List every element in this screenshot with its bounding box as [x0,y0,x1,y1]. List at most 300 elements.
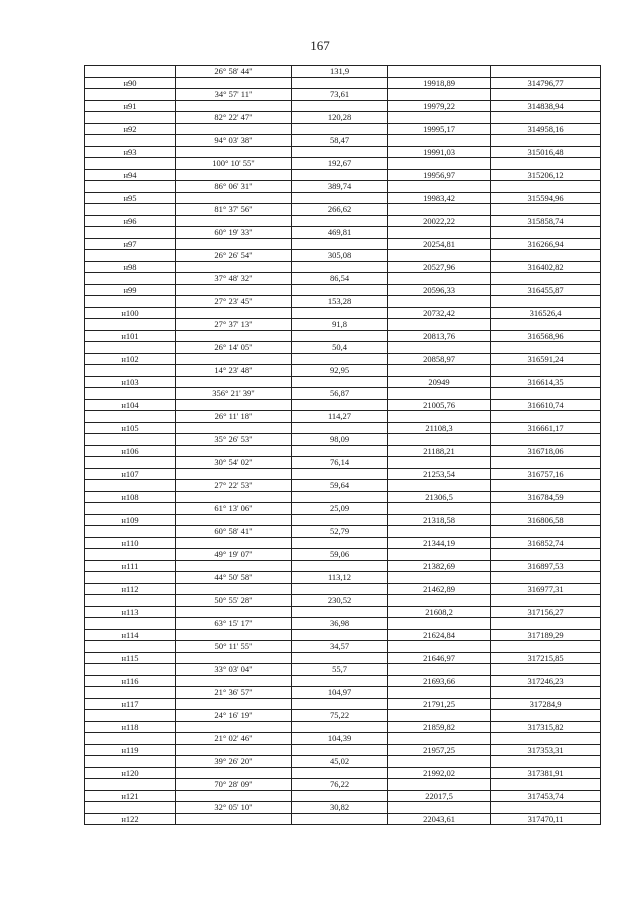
empty-cell [176,468,292,480]
empty-cell [85,595,176,607]
empty-cell [85,687,176,699]
x-coordinate-cell: 22043,61 [388,813,491,825]
point-name-cell: н115 [85,652,176,664]
empty-cell [388,733,491,745]
segment-length-cell: 104,39 [292,733,388,745]
point-row [85,560,601,572]
segment-length-cell: 59,64 [292,480,388,492]
empty-cell [292,353,388,365]
empty-cell [292,376,388,388]
direction-angle-cell: 35° 26' 53" [176,434,292,446]
empty-cell [388,664,491,676]
point-row [85,606,601,618]
empty-cell [85,572,176,584]
point-name-cell: н109 [85,514,176,526]
empty-cell [491,296,601,308]
y-coordinate-cell: 316568,96 [491,330,601,342]
empty-cell [491,66,601,78]
direction-angle-cell: 81° 37' 56" [176,204,292,216]
segment-length-cell: 98,09 [292,434,388,446]
segment-row [85,342,601,354]
empty-cell [176,192,292,204]
point-row [85,422,601,434]
point-row [85,767,601,779]
point-row [85,491,601,503]
segment-length-cell: 30,82 [292,802,388,814]
empty-cell [388,526,491,538]
segment-length-cell: 76,14 [292,457,388,469]
empty-cell [176,215,292,227]
y-coordinate-cell: 316718,06 [491,445,601,457]
point-row [85,307,601,319]
empty-cell [292,629,388,641]
x-coordinate-cell: 21791,25 [388,698,491,710]
segment-row [85,572,601,584]
empty-cell [176,767,292,779]
point-name-cell: н95 [85,192,176,204]
segment-length-cell: 52,79 [292,526,388,538]
direction-angle-cell: 39° 26' 20" [176,756,292,768]
empty-cell [292,537,388,549]
y-coordinate-cell: 315594,96 [491,192,601,204]
empty-cell [176,399,292,411]
segment-length-cell: 34,57 [292,641,388,653]
y-coordinate-cell: 316614,35 [491,376,601,388]
segment-length-cell: 56,87 [292,388,388,400]
segment-row [85,710,601,722]
empty-cell [176,606,292,618]
empty-cell [491,687,601,699]
direction-angle-cell: 26° 14' 05" [176,342,292,354]
direction-angle-cell: 50° 55' 28" [176,595,292,607]
segment-length-cell: 73,61 [292,89,388,101]
empty-cell [292,307,388,319]
y-coordinate-cell: 317215,85 [491,652,601,664]
segment-length-cell: 266,62 [292,204,388,216]
empty-cell [85,388,176,400]
direction-angle-cell: 26° 58' 44" [176,66,292,78]
empty-cell [388,388,491,400]
page-number: 167 [310,38,330,53]
empty-cell [491,618,601,630]
point-name-cell: н102 [85,353,176,365]
point-name-cell: н107 [85,468,176,480]
segment-row [85,618,601,630]
empty-cell [176,583,292,595]
segment-length-cell: 50,4 [292,342,388,354]
direction-angle-cell: 27° 23' 45" [176,296,292,308]
empty-cell [292,652,388,664]
empty-cell [85,549,176,561]
segment-row [85,112,601,124]
empty-cell [491,779,601,791]
empty-cell [292,238,388,250]
empty-cell [491,480,601,492]
point-name-cell: н100 [85,307,176,319]
point-row [85,744,601,756]
segment-row [85,687,601,699]
empty-cell [85,503,176,515]
empty-cell [176,77,292,89]
segment-length-cell: 104,97 [292,687,388,699]
empty-cell [85,411,176,423]
direction-angle-cell: 33° 03' 04" [176,664,292,676]
x-coordinate-cell: 21992,02 [388,767,491,779]
segment-length-cell: 113,12 [292,572,388,584]
empty-cell [85,618,176,630]
empty-cell [176,813,292,825]
empty-cell [388,342,491,354]
point-row [85,77,601,89]
point-row [85,721,601,733]
empty-cell [292,399,388,411]
empty-cell [388,434,491,446]
x-coordinate-cell: 21859,82 [388,721,491,733]
x-coordinate-cell: 21188,21 [388,445,491,457]
direction-angle-cell: 60° 19' 33" [176,227,292,239]
y-coordinate-cell: 317156,27 [491,606,601,618]
empty-cell [388,710,491,722]
y-coordinate-cell: 314958,16 [491,123,601,135]
x-coordinate-cell: 21306,5 [388,491,491,503]
empty-cell [491,250,601,262]
segment-row [85,89,601,101]
segment-row [85,480,601,492]
segment-row [85,135,601,147]
x-coordinate-cell: 21608,2 [388,606,491,618]
segment-row [85,595,601,607]
direction-angle-cell: 21° 02' 46" [176,733,292,745]
segment-row [85,273,601,285]
empty-cell [85,204,176,216]
empty-cell [85,319,176,331]
segment-row [85,526,601,538]
segment-row [85,66,601,78]
x-coordinate-cell: 20254,81 [388,238,491,250]
empty-cell [388,319,491,331]
y-coordinate-cell: 316784,59 [491,491,601,503]
point-name-cell: н92 [85,123,176,135]
point-row [85,123,601,135]
direction-angle-cell: 30° 54' 02" [176,457,292,469]
empty-cell [292,146,388,158]
point-name-cell: н122 [85,813,176,825]
empty-cell [491,710,601,722]
empty-cell [85,112,176,124]
empty-cell [176,330,292,342]
empty-cell [176,238,292,250]
y-coordinate-cell: 317246,23 [491,675,601,687]
empty-cell [491,342,601,354]
direction-angle-cell: 100° 10' 55" [176,158,292,170]
direction-angle-cell: 63° 15' 17" [176,618,292,630]
empty-cell [491,664,601,676]
x-coordinate-cell: 21462,89 [388,583,491,595]
empty-cell [292,192,388,204]
y-coordinate-cell: 316266,94 [491,238,601,250]
point-name-cell: н111 [85,560,176,572]
point-name-cell: н103 [85,376,176,388]
point-name-cell: н94 [85,169,176,181]
point-row [85,376,601,388]
empty-cell [388,250,491,262]
point-row [85,169,601,181]
point-name-cell: н106 [85,445,176,457]
point-row [85,698,601,710]
y-coordinate-cell: 317284,9 [491,698,601,710]
empty-cell [388,779,491,791]
empty-cell [292,767,388,779]
segment-row [85,204,601,216]
empty-cell [292,330,388,342]
segment-row [85,802,601,814]
empty-cell [388,365,491,377]
x-coordinate-cell: 20813,76 [388,330,491,342]
point-name-cell: н99 [85,284,176,296]
empty-cell [292,721,388,733]
point-name-cell: н105 [85,422,176,434]
direction-angle-cell: 26° 11' 18" [176,411,292,423]
x-coordinate-cell: 19918,89 [388,77,491,89]
point-row [85,675,601,687]
segment-row [85,296,601,308]
empty-cell [491,181,601,193]
y-coordinate-cell: 316757,16 [491,468,601,480]
empty-cell [292,261,388,273]
empty-cell [388,618,491,630]
empty-cell [176,721,292,733]
empty-cell [292,445,388,457]
empty-cell [491,572,601,584]
x-coordinate-cell: 19995,17 [388,123,491,135]
empty-cell [388,204,491,216]
direction-angle-cell: 94° 03' 38" [176,135,292,147]
y-coordinate-cell: 317189,29 [491,629,601,641]
empty-cell [292,813,388,825]
empty-cell [388,181,491,193]
point-row [85,445,601,457]
empty-cell [85,365,176,377]
point-row [85,238,601,250]
empty-cell [176,123,292,135]
empty-cell [491,135,601,147]
x-coordinate-cell: 20022,22 [388,215,491,227]
empty-cell [491,411,601,423]
empty-cell [85,779,176,791]
x-coordinate-cell: 22017,5 [388,790,491,802]
empty-cell [491,756,601,768]
empty-cell [292,100,388,112]
empty-cell [85,802,176,814]
point-row [85,353,601,365]
x-coordinate-cell: 20949 [388,376,491,388]
y-coordinate-cell: 314838,94 [491,100,601,112]
empty-cell [292,790,388,802]
segment-row [85,641,601,653]
empty-cell [85,457,176,469]
empty-cell [292,468,388,480]
empty-cell [176,698,292,710]
empty-cell [491,802,601,814]
segment-length-cell: 86,54 [292,273,388,285]
segment-row [85,158,601,170]
segment-row [85,756,601,768]
segment-length-cell: 55,7 [292,664,388,676]
empty-cell [176,146,292,158]
segment-length-cell: 92,95 [292,365,388,377]
direction-angle-cell: 70° 28' 09" [176,779,292,791]
direction-angle-cell: 60° 58' 41" [176,526,292,538]
point-name-cell: н112 [85,583,176,595]
point-name-cell: н121 [85,790,176,802]
empty-cell [292,698,388,710]
empty-cell [491,503,601,515]
empty-cell [388,687,491,699]
y-coordinate-cell: 315858,74 [491,215,601,227]
point-name-cell: н91 [85,100,176,112]
y-coordinate-cell: 316591,24 [491,353,601,365]
x-coordinate-cell: 21253,54 [388,468,491,480]
point-name-cell: н119 [85,744,176,756]
y-coordinate-cell: 315016,48 [491,146,601,158]
empty-cell [388,572,491,584]
segment-length-cell: 25,09 [292,503,388,515]
empty-cell [388,135,491,147]
empty-cell [292,215,388,227]
point-row [85,146,601,158]
segment-row [85,250,601,262]
segment-length-cell: 153,28 [292,296,388,308]
empty-cell [176,537,292,549]
direction-angle-cell: 32° 05' 10" [176,802,292,814]
y-coordinate-cell: 317453,74 [491,790,601,802]
empty-cell [85,526,176,538]
point-name-cell: н104 [85,399,176,411]
empty-cell [491,89,601,101]
empty-cell [85,66,176,78]
point-row [85,284,601,296]
empty-cell [85,250,176,262]
empty-cell [388,457,491,469]
point-name-cell: н90 [85,77,176,89]
empty-cell [176,629,292,641]
point-row [85,652,601,664]
empty-cell [292,744,388,756]
segment-length-cell: 59,06 [292,549,388,561]
empty-cell [388,595,491,607]
point-row [85,468,601,480]
segment-row [85,411,601,423]
empty-cell [388,158,491,170]
y-coordinate-cell: 317353,31 [491,744,601,756]
point-row [85,583,601,595]
empty-cell [85,296,176,308]
x-coordinate-cell: 21646,97 [388,652,491,664]
y-coordinate-cell: 316610,74 [491,399,601,411]
empty-cell [176,744,292,756]
segment-length-cell: 45,02 [292,756,388,768]
empty-cell [176,353,292,365]
direction-angle-cell: 27° 22' 53" [176,480,292,492]
direction-angle-cell: 50° 11' 55" [176,641,292,653]
point-row [85,514,601,526]
empty-cell [292,491,388,503]
segment-length-cell: 305,08 [292,250,388,262]
empty-cell [85,273,176,285]
point-name-cell: н116 [85,675,176,687]
empty-cell [85,181,176,193]
segment-length-cell: 469,81 [292,227,388,239]
direction-angle-cell: 26° 26' 54" [176,250,292,262]
direction-angle-cell: 61° 13' 06" [176,503,292,515]
y-coordinate-cell: 317470,11 [491,813,601,825]
segment-length-cell: 389,74 [292,181,388,193]
segment-length-cell: 75,22 [292,710,388,722]
segment-row [85,388,601,400]
empty-cell [491,641,601,653]
direction-angle-cell: 27° 37' 13" [176,319,292,331]
y-coordinate-cell: 316806,58 [491,514,601,526]
x-coordinate-cell: 21344,19 [388,537,491,549]
x-coordinate-cell: 19983,42 [388,192,491,204]
segment-length-cell: 192,67 [292,158,388,170]
point-name-cell: н110 [85,537,176,549]
empty-cell [292,606,388,618]
empty-cell [176,675,292,687]
point-row [85,192,601,204]
empty-cell [176,514,292,526]
segment-row [85,319,601,331]
point-row [85,100,601,112]
segment-length-cell: 131,9 [292,66,388,78]
direction-angle-cell: 86° 06' 31" [176,181,292,193]
x-coordinate-cell: 21693,66 [388,675,491,687]
empty-cell [388,411,491,423]
y-coordinate-cell: 316455,87 [491,284,601,296]
segment-row [85,503,601,515]
direction-angle-cell: 37° 48' 32" [176,273,292,285]
y-coordinate-cell: 316897,53 [491,560,601,572]
empty-cell [292,77,388,89]
point-name-cell: н117 [85,698,176,710]
y-coordinate-cell: 314796,77 [491,77,601,89]
empty-cell [491,434,601,446]
empty-cell [176,652,292,664]
x-coordinate-cell: 21624,84 [388,629,491,641]
empty-cell [85,227,176,239]
empty-cell [388,112,491,124]
empty-cell [176,376,292,388]
x-coordinate-cell: 19991,03 [388,146,491,158]
y-coordinate-cell: 316402,82 [491,261,601,273]
segment-length-cell: 230,52 [292,595,388,607]
direction-angle-cell: 44° 50' 58" [176,572,292,584]
point-name-cell: н93 [85,146,176,158]
point-name-cell: н120 [85,767,176,779]
empty-cell [176,307,292,319]
empty-cell [292,514,388,526]
empty-cell [491,733,601,745]
segment-row [85,365,601,377]
empty-cell [491,158,601,170]
coordinates-table [84,65,601,825]
point-name-cell: н101 [85,330,176,342]
empty-cell [292,284,388,296]
empty-cell [292,169,388,181]
point-name-cell: н114 [85,629,176,641]
point-name-cell: н98 [85,261,176,273]
segment-row [85,457,601,469]
